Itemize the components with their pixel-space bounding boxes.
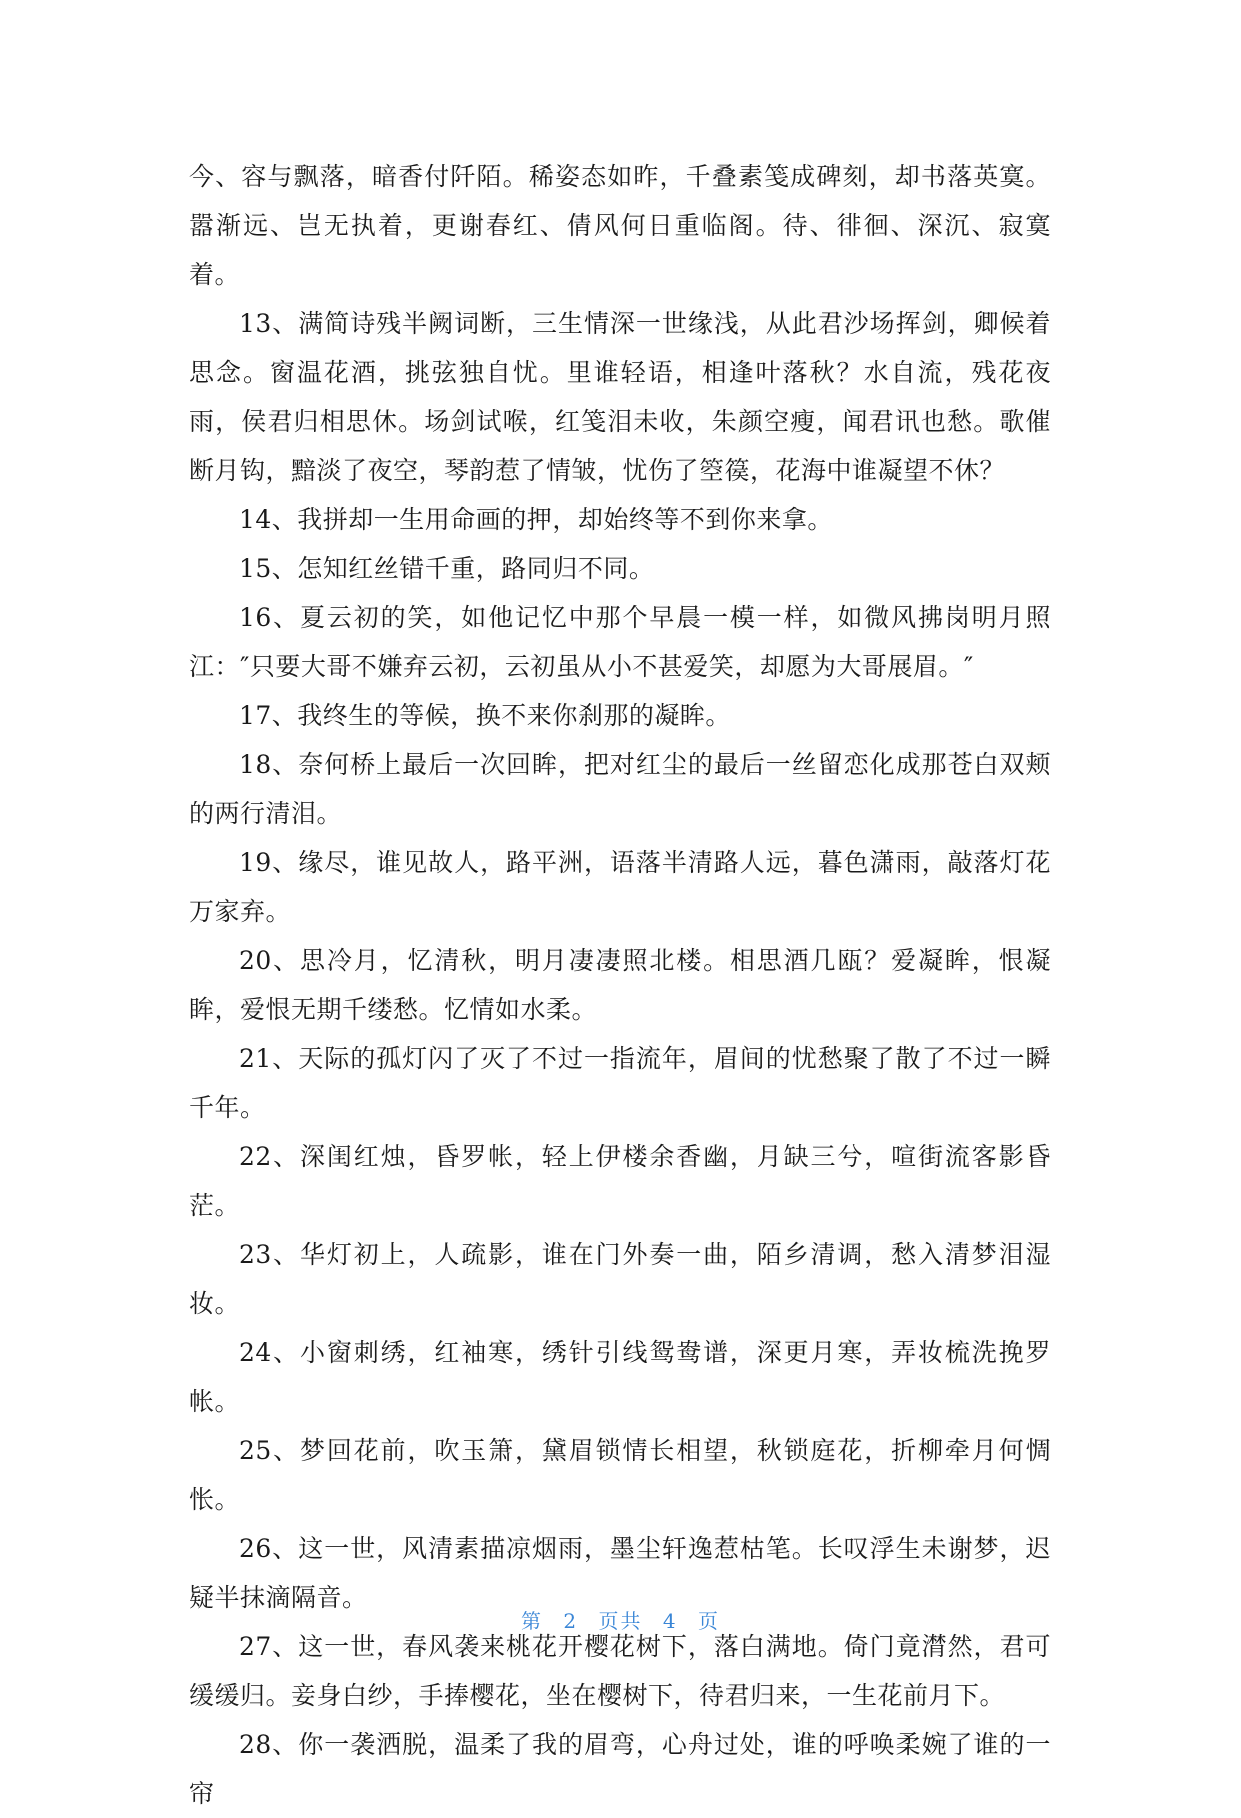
paragraph-27: 27、这一世，春风袭来桃花开樱花树下，落白满地。倚门竟潸然，君可缓缓归。妾身白纱，手捧樱花，坐在樱树下，待君归来，一生花前月下。	[189, 1632, 1051, 1710]
page-footer	[0, 1605, 1241, 1634]
paragraph-17: 17、我终生的等候，换不来你刹那的凝眸。	[239, 701, 731, 730]
paragraph-19: 19、缘尽，谁见故人，路平洲，语落半清路人远，暮色潇雨，敲落灯花万家弃。	[189, 848, 1051, 926]
paragraph-22: 22、深闺红烛，昏罗帐，轻上伊楼余香幽，月缺三兮，喧街流客影昏茫。	[189, 1142, 1051, 1220]
paragraph-21: 21、天际的孤灯闪了灭了不过一指流年，眉间的忧愁聚了散了不过一瞬千年。	[189, 1044, 1051, 1122]
paragraph-23: 23、华灯初上，人疏影，谁在门外奏一曲，陌乡清调，愁入清梦泪湿妆。	[189, 1240, 1051, 1318]
paragraph-13: 13、满简诗残半阙词断，三生情深一世缘浅，从此君沙场挥剑，卿候着思念。窗温花酒，挑弦独自忧。里谁轻语，相逢叶落秋？水自流，残花夜雨，侯君归相思休。场剑试喉，红笺泪未收，朱颜空瘦，闻君讯也愁。歌催断月钩，黯淡了夜空，琴韵惹了情皱，忧伤了箜篌，花海中谁凝望不休？	[189, 309, 1051, 485]
footer-total-pages: 4	[662, 1609, 678, 1633]
footer-middle: 页共	[598, 1609, 643, 1633]
paragraph-20: 20、思冷月，忆清秋，明月凄凄照北楼。相思酒几瓯？爱凝眸，恨凝眸，爱恨无期千缕愁。忆情如水柔。	[189, 946, 1051, 1024]
footer-suffix: 页	[697, 1609, 720, 1633]
document-body	[189, 152, 1051, 1818]
paragraph-28: 28、你一袭洒脱，温柔了我的眉弯，心舟过处，谁的呼唤柔婉了谁的一帘	[189, 1730, 1051, 1808]
footer-page-number: 2	[563, 1609, 579, 1633]
footer-prefix: 第	[521, 1609, 544, 1633]
paragraph-26: 26、这一世，风清素描凉烟雨，墨尘轩逸惹枯笔。长叹浮生未谢梦，迟疑半抹滴隔音。	[189, 1534, 1051, 1612]
paragraph-16: 16、夏云初的笑，如他记忆中那个早晨一模一样，如微风拂岗明月照江：″只要大哥不嫌弃云初，云初虽从小不甚爱笑，却愿为大哥展眉。″	[189, 603, 1051, 681]
paragraph-25: 25、梦回花前，吹玉箫，黛眉锁情长相望，秋锁庭花，折柳牵月何惆怅。	[189, 1436, 1051, 1514]
paragraph-14: 14、我拼却一生用命画的押，却始终等不到你来拿。	[239, 505, 833, 534]
paragraph-continuation: 今、容与飘落，暗香付阡陌。稀姿态如昨，千叠素笺成碑刻，却书落英寞。嚣渐远、岂无执着，更谢春红、倩风何日重临阁。待、徘徊、深沉、寂寞着。	[189, 162, 1051, 289]
paragraph-18: 18、奈何桥上最后一次回眸，把对红尘的最后一丝留恋化成那苍白双颊的两行清泪。	[189, 750, 1051, 828]
paragraph-15: 15、怎知红丝错千重，路同归不同。	[239, 554, 655, 583]
paragraph-24: 24、小窗刺绣，红袖寒，绣针引线鸳鸯谱，深更月寒，弄妆梳洗挽罗帐。	[189, 1338, 1051, 1416]
